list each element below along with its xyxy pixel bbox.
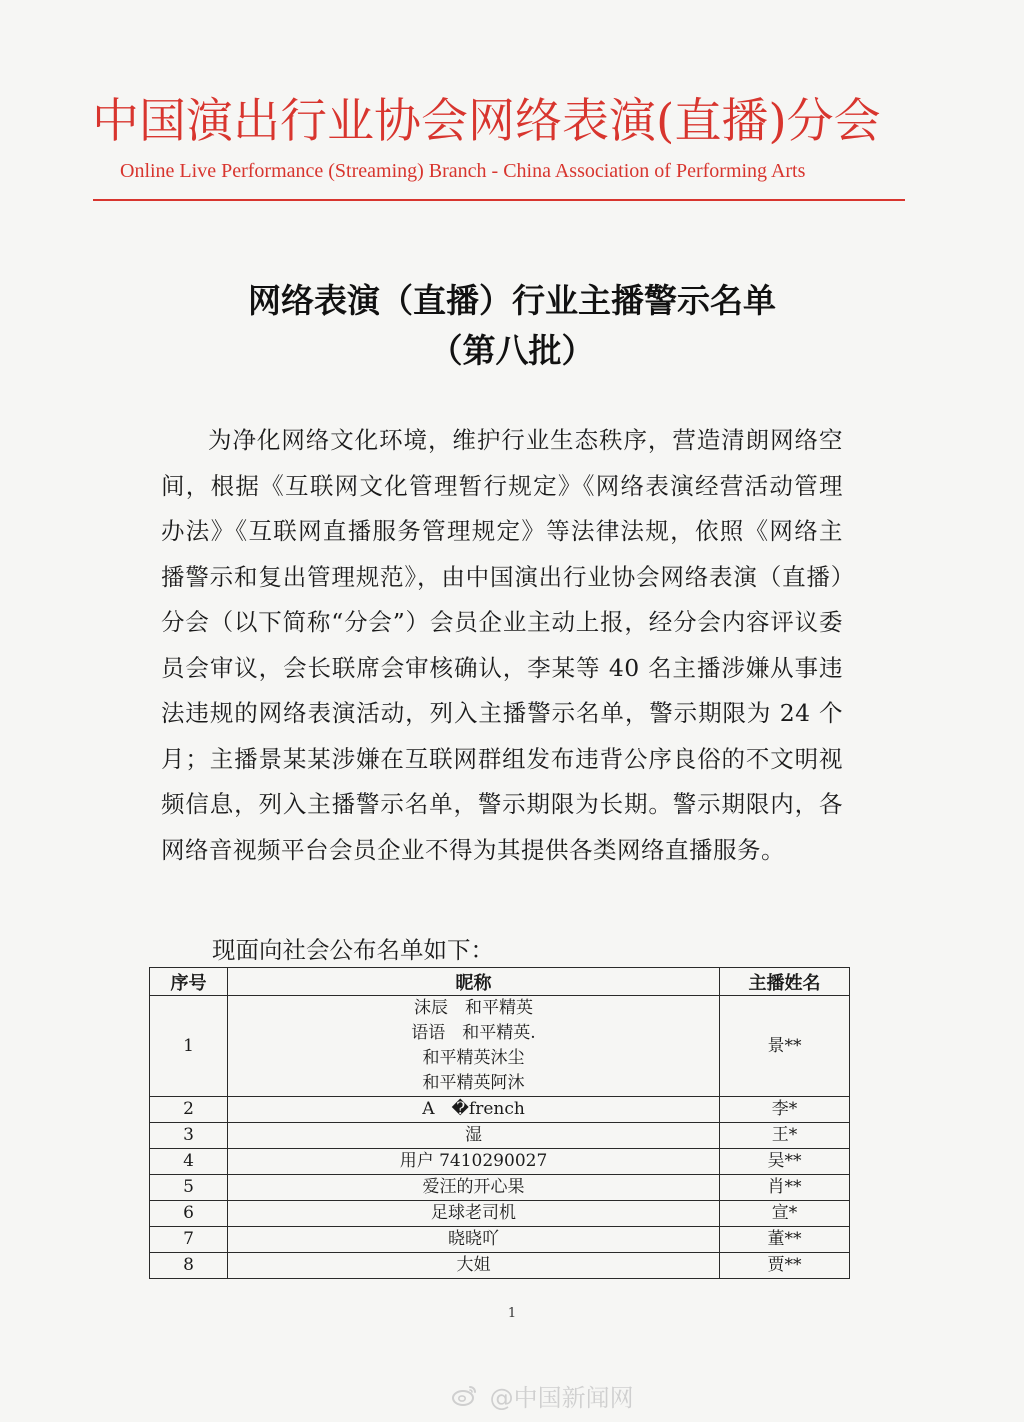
list-intro-text: 现面向社会公布名单如下： bbox=[212, 936, 494, 964]
row-streamer-name: 李* bbox=[720, 1097, 850, 1123]
table-row bbox=[150, 1201, 850, 1227]
row-nickname: A �french bbox=[228, 1097, 720, 1123]
row-number: 1 bbox=[150, 996, 228, 1097]
row-number: 6 bbox=[150, 1201, 228, 1227]
table-row bbox=[150, 1227, 850, 1253]
watermark-text: @中国新闻网 bbox=[489, 1384, 634, 1412]
table-header-row bbox=[150, 968, 850, 996]
row-number: 8 bbox=[150, 1253, 228, 1279]
table-row bbox=[150, 1123, 850, 1149]
row-nickname: 用户 7410290027 bbox=[228, 1149, 720, 1175]
row-streamer-name: 贾** bbox=[720, 1253, 850, 1279]
row-number: 3 bbox=[150, 1123, 228, 1149]
source-watermark bbox=[452, 1380, 632, 1414]
nickname-line: 和平精英沐尘 bbox=[422, 1048, 525, 1068]
row-streamer-name: 宣* bbox=[720, 1201, 850, 1227]
row-number: 5 bbox=[150, 1175, 228, 1201]
row-nickname: 晓晓吖 bbox=[228, 1227, 720, 1253]
row-streamer-name: 王* bbox=[720, 1123, 850, 1149]
column-header-nickname: 昵称 bbox=[228, 968, 720, 996]
page-number: 1 bbox=[507, 1306, 517, 1321]
row-streamer-name: 吴** bbox=[720, 1149, 850, 1175]
letterhead-divider bbox=[93, 199, 905, 201]
row-nickname bbox=[228, 996, 720, 1097]
row-streamer-name: 肖** bbox=[720, 1175, 850, 1201]
nickname-line: 沫辰 和平精英 bbox=[414, 998, 533, 1018]
column-header-streamer-name: 主播姓名 bbox=[720, 968, 850, 996]
weibo-icon bbox=[452, 1381, 478, 1415]
nickname-line: 和平精英阿沐 bbox=[422, 1073, 525, 1093]
row-number: 2 bbox=[150, 1097, 228, 1123]
table-row bbox=[150, 1175, 850, 1201]
row-streamer-name: 景** bbox=[720, 996, 850, 1097]
row-nickname: 足球老司机 bbox=[228, 1201, 720, 1227]
announcement-paragraph: 为净化网络文化环境，维护行业生态秩序，营造清朗网络空间，根据《互联网文化管理暂行规定》《网络表演经营活动管理办法》《互联网直播服务管理规定》等法律法规，依照《网络主播警示和复出管理规范》，由中国演出行业协会网络表演（直播）分会（以下简称“分会”）会员企业主动上报，经分会内容评议委员会审议，会长联席会审核确认，李某等 40 名主播涉嫌从事违法违规的网络表演活动，列入主播警示名单，警示期限为 24 个月；主播景某某涉嫌在互联网群组发布违背公序良俗的不文明视频信息，列入主播警示名单，警示期限为长期。警示期限内，各网络音视频平台会员企业不得为其提供各类网络直播服务。 bbox=[161, 426, 843, 864]
table-row bbox=[150, 1149, 850, 1175]
letterhead-org-name-cn: 中国演出行业协会网络表演(直播)分会 bbox=[92, 94, 881, 149]
row-nickname: 大姐 bbox=[228, 1253, 720, 1279]
row-nickname: 爱汪的开心果 bbox=[228, 1175, 720, 1201]
row-number: 7 bbox=[150, 1227, 228, 1253]
table-row bbox=[150, 996, 850, 1097]
row-streamer-name: 董** bbox=[720, 1227, 850, 1253]
table-row bbox=[150, 1253, 850, 1279]
nickname-line: 语语 和平精英. bbox=[411, 1023, 536, 1043]
table-row bbox=[150, 1097, 850, 1123]
row-nickname: 湿 bbox=[228, 1123, 720, 1149]
document-title: 网络表演（直播）行业主播警示名单 bbox=[248, 281, 776, 320]
row-number: 4 bbox=[150, 1149, 228, 1175]
column-header-number: 序号 bbox=[150, 968, 228, 996]
letterhead-org-name-en: Online Live Performance (Streaming) Branch - China Association of Performing Arts bbox=[120, 160, 806, 182]
document-batch-subtitle: （第八批） bbox=[429, 331, 595, 370]
warning-list-table bbox=[149, 967, 850, 1279]
